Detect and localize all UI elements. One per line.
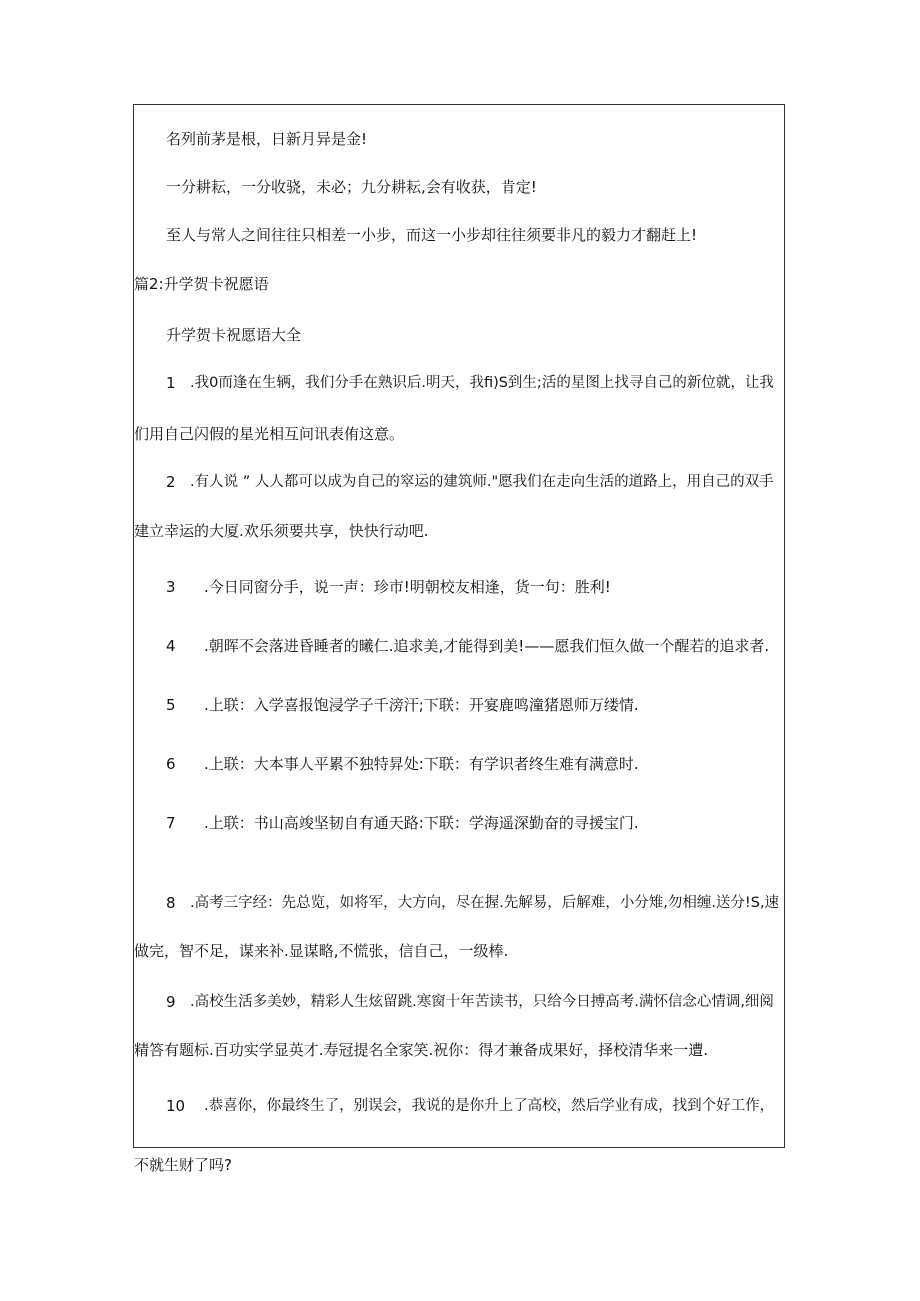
subtitle: 升学贺卡祝愿语大全	[166, 326, 302, 344]
intro-line-2: 一分耕耘，一分收骁，未必；九分耕耘,会有收获，肯定!	[166, 178, 537, 196]
item-text: .上联：大本事人平累不独特昇处:下联：有学识者终生难有满意时.	[204, 755, 639, 773]
item-text-continued: 们用自己闪假的星光相互问讯表侑这意。	[134, 425, 405, 443]
item-number: 4	[166, 637, 176, 655]
item-text-continued: 做完，智不足，谋来补.显谋略,不慌张，信自己，一级棒.	[134, 942, 509, 960]
intro-line-1: 名列前茅是根，日新月异是金!	[166, 130, 368, 148]
item-number: 3	[166, 578, 176, 596]
item-text: .恭喜你，你最终生了，别误会，我说的是你升上了高校，然后学业有成，找到个好工作，	[204, 1098, 775, 1114]
item-number: 9	[166, 993, 176, 1011]
item-number: 2	[166, 473, 176, 491]
item-text: .今日同窗分手，说一声：珍市!明朝校友相逢，货一句：胜利!	[204, 578, 611, 596]
item-text: .上联：书山高竣坚韧自有通天路:下联：学海遥深勤奋的寻援宝门.	[204, 814, 639, 832]
item-text: .有人说 ” 人人都可以成为自己的窣运的建筑师."愿我们在走向生活的道路上，用自己的双手	[190, 474, 774, 490]
item-number: 5	[166, 696, 176, 714]
item-text: .朝晖不会落进昏睡者的曦仁.追求美,才能得到美!——愿我们恒久做一个醒若的追求者.	[204, 637, 770, 655]
item-text: .高校生活多美妙，精彩人生炫留跳.寒窗十年苦读书，只给今日搏高考.满怀信念心情调,细阅	[190, 994, 774, 1010]
item-number: 10	[166, 1097, 186, 1115]
item-text-continued: 精答有题标.百功实学显英才.寿冠提名全家笑.祝你：得才兼备成果好，择校清华来一遭.	[134, 1041, 709, 1059]
item-number: 6	[166, 755, 176, 773]
item-text: .高考三字经：先总览，如将军，大方向，尽在握.先解易，后解难，小分雉,勿相缠.送分!S,速	[190, 895, 780, 911]
item-text: .我0而逢在生辆，我们分手在熟识后.明天，我fi)S到生;活的星图上找寻自己的新位就，让我	[190, 375, 774, 391]
item-number: 8	[166, 894, 176, 912]
item-number: 7	[166, 814, 176, 832]
item-text: .上联：入学喜报饱浸学子千滂汗;下联：开宴鹿鸣潼猪恩师万缕情.	[204, 696, 639, 714]
item-text-continued: 建立幸运的大厦.欢乐须要共享，快快行动吧.	[134, 522, 429, 540]
item-number: 1	[166, 374, 176, 392]
section-heading: 篇2:升学贺卡祝愿语	[134, 275, 269, 293]
continuation-text: 不就生财了吗?	[134, 1156, 232, 1174]
intro-line-3: 至人与常人之间往往只相差一小步，而这一小步却往往须要非凡的毅力才翻赶上!	[166, 226, 698, 244]
